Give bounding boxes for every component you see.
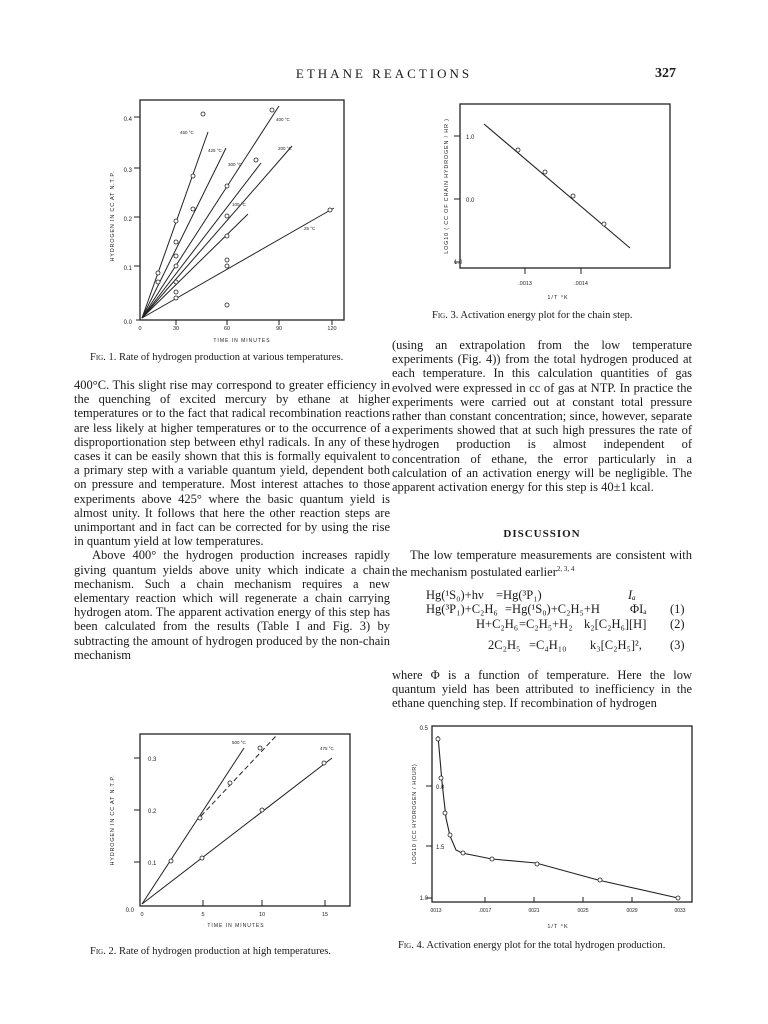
figure-1-point — [174, 240, 178, 244]
figure-4-curve — [438, 736, 678, 898]
equation-lhs: Hg(¹S₀)+hν — [426, 588, 484, 602]
figure-3-ytick: 1.0 — [454, 260, 463, 266]
figure-3-point — [543, 170, 547, 174]
figure-2-ytick: 0.0 — [125, 908, 134, 914]
figure-1-caption-text: Rate of hydrogen production at various temperatures. — [118, 352, 344, 363]
figure-1-line-300 — [142, 163, 261, 318]
equation-rhs: =Hg(³P₁) — [496, 588, 542, 602]
page-number: 327 — [655, 66, 676, 81]
figure-1-plot — [96, 96, 366, 346]
equation-rate: Iₐ — [628, 588, 636, 602]
figure-1-point — [225, 214, 229, 218]
equation-rate: k₃[C₂H₅]², — [590, 638, 642, 652]
figure-3-caption-text: Activation energy plot for the chain step. — [460, 310, 633, 321]
figure-2-caption-text: Rate of hydrogen production at high temperatures. — [118, 946, 331, 957]
figure-1-point — [156, 271, 160, 275]
equation-number: (2) — [670, 617, 685, 631]
figure-3-xtick: .0014 — [574, 281, 588, 287]
figure-4-xtick: 0013 — [430, 908, 442, 914]
right-paragraph-1: (using an extrapolation from the low temperature experiments (Fig. 4)) from the total hydrogen produced at each temperature. In this calculation quantities of gas evolved were expressed in cc of gas at NTP. In practice the experiments were carried out at constant total pressure rather than constant concentration; since, however, separate experiments showed that at such high pressures the rate of hydrogen production is almost independent of concentration of ethane, the error particularly in a calculation of an activation energy will be negligible. The apparent activation energy for this step is 40±1 kcal. — [392, 338, 692, 495]
figure-2-ytick: 0.3 — [148, 757, 157, 763]
figure-4-caption-label: Fig. 4. — [398, 940, 425, 951]
figure-1-series-label: 100 °C — [232, 202, 246, 207]
figure-4-point — [535, 862, 539, 866]
figure-2-plot — [96, 730, 366, 936]
figure-2-point — [258, 746, 262, 750]
figure-1-ytick: 0.0 — [123, 320, 132, 326]
figure-3-caption-label: Fig. 3. — [432, 310, 459, 321]
figure-1-xtick: 90 — [275, 326, 283, 332]
left-paragraph-1: 400°C. This slight rise may correspond to greater efficiency in the quenching of excited mercury by ethane at higher temperatures or to the fact that radical recombination reactions are less likely at higher temperatures or to the occurrence of a disproportionation step between ethyl radicals. In any of these cases it can be easily shown that this is formally equivalent to a primary step with a variable quantum yield, dependent both on pressure and temperature. Most interest attaches to those experiments above 425° where the basic quantum yield is almost unity. It follows that here the other reaction steps are unimportant and in fact can be corrected for by using the rise in quantum yield at low temperatures. — [74, 378, 390, 549]
right-column-text-2 — [392, 548, 692, 580]
figure-4-ylabel: LOG10 (CC HYDROGEN / HOUR) — [412, 763, 418, 865]
equation-number: (3) — [670, 638, 685, 652]
equation-rhs: =C₂H₅+H₂ — [519, 617, 573, 631]
figure-1-xtick: 60 — [223, 326, 231, 332]
equation-rate: ΦIₐ — [630, 602, 647, 616]
figure-1-series-label: 300 °C — [228, 162, 242, 167]
figure-1-point — [225, 258, 229, 262]
discussion-heading: DISCUSSION — [503, 528, 581, 540]
equation-rate: k₂[C₂H₆][H] — [584, 617, 647, 631]
figure-2-series-label: 475 °C — [320, 746, 334, 751]
figure-2-dashed-line-500 — [201, 736, 276, 816]
figure-1-series-label: 425 °C — [208, 148, 222, 153]
figure-4-caption — [398, 940, 708, 951]
figure-4-xtick: 0029 — [626, 908, 638, 914]
figure-3-xtick: .0013 — [518, 281, 532, 287]
figure-1-series-label: 25 °C — [304, 226, 316, 231]
figure-3-fit-line — [484, 124, 630, 248]
figure-2-xtick: 0 — [140, 912, 144, 918]
figure-1-xlabel: TIME IN MINUTES — [213, 338, 271, 344]
figure-1-point — [191, 207, 195, 211]
figure-4-caption-text: Activation energy plot for the total hydrogen production. — [426, 940, 666, 951]
figure-1-point — [174, 219, 178, 223]
figure-3-ytick: 1.0 — [466, 135, 475, 141]
figure-2-ylabel: HYDROGEN IN CC AT N.T.P. — [110, 774, 116, 866]
figure-1-point — [254, 158, 258, 162]
figure-1-point — [174, 296, 178, 300]
figure-4-point — [443, 811, 447, 815]
figure-2-xlabel: TIME IN MINUTES — [207, 923, 265, 929]
figure-1-xtick: 120 — [327, 326, 337, 332]
figure-1-ylabel: HYDROGEN IN CC AT N.T.P. — [110, 170, 116, 262]
figure-2-caption-label: Fig. 2. — [90, 946, 117, 957]
figure-3-xlabel: 1/T °K — [547, 295, 569, 301]
figure-3-point — [516, 148, 520, 152]
figure-4-point — [490, 857, 494, 861]
equation-rhs: =C₄H₁₀ — [529, 638, 567, 652]
figure-1-ytick: 0.4 — [123, 117, 132, 123]
figure-1-ytick: 0.1 — [123, 266, 132, 272]
figure-2-point — [200, 856, 204, 860]
right-paragraph-3: where Φ is a function of temperature. Here the low quantum yield has been attributed to inefficiency in the ethane quenching step. If recombination of hydrogen — [392, 668, 692, 711]
figure-2-point — [322, 761, 326, 765]
figure-4-xtick: 0033 — [674, 908, 686, 914]
figure-1-point — [225, 303, 229, 307]
figure-1-series-label: 400 °C — [276, 117, 290, 122]
figure-1-point — [270, 108, 274, 112]
running-title: ETHANE REACTIONS — [295, 66, 473, 81]
right-column-text-3 — [392, 668, 692, 711]
figure-1-point — [225, 264, 229, 268]
figure-3-point — [602, 222, 606, 226]
figure-1-point — [174, 264, 178, 268]
figure-2-ytick: 0.2 — [148, 809, 157, 815]
figure-2 — [96, 730, 366, 936]
figure-1-point — [201, 112, 205, 116]
figure-4-plot — [408, 722, 698, 932]
figure-4-point — [461, 851, 465, 855]
figure-2-caption — [90, 946, 380, 957]
figure-1-line-425 — [142, 148, 226, 318]
figure-3-ylabel: LOG10 ( CC OF CHAIN HYDROGEN / HR ) — [444, 118, 450, 254]
figure-2-point — [169, 859, 173, 863]
figure-4-ytick: 1.0 — [419, 896, 428, 902]
figure-1-point — [174, 254, 178, 258]
figure-1 — [96, 96, 366, 346]
figure-2-ytick: 0.1 — [148, 861, 157, 867]
figure-1-point — [191, 174, 195, 178]
figure-4-point — [439, 776, 443, 780]
equation-rhs: =Hg(¹S₀)+C₂H₅+H — [505, 602, 600, 616]
reference-superscript: 2, 3, 4 — [556, 565, 575, 574]
figure-4-xtick: 0025 — [577, 908, 589, 914]
figure-1-series-label: 450 °C — [180, 130, 194, 135]
running-header — [0, 66, 768, 84]
figure-1-line-400 — [142, 106, 279, 318]
figure-1-point — [174, 280, 178, 284]
figure-4-xtick: 0021 — [528, 908, 540, 914]
figure-4-point — [436, 737, 440, 741]
equation-lhs: 2C₂H₅ — [488, 638, 521, 652]
figure-3-point — [571, 194, 575, 198]
figure-1-caption-label: Fig. 1. — [90, 352, 117, 363]
equation-number: (1) — [670, 602, 685, 616]
figure-4 — [408, 722, 698, 932]
figure-4-ytick: 0.0 — [436, 785, 445, 791]
figure-2-frame — [140, 734, 350, 906]
right-column-text-1 — [392, 338, 692, 494]
figure-1-caption — [90, 352, 380, 363]
figure-3-caption — [432, 310, 692, 321]
figure-2-xtick: 5 — [201, 912, 205, 918]
figure-4-ytick: 1.5 — [436, 845, 445, 851]
figure-3-frame — [460, 104, 670, 268]
figure-1-ytick: 0.2 — [123, 217, 132, 223]
figure-2-xtick: 10 — [258, 912, 266, 918]
figure-2-line-500 — [142, 748, 244, 904]
figure-4-xlabel: 1/T °K — [547, 924, 569, 930]
figure-4-point — [676, 896, 680, 900]
figure-1-point — [225, 234, 229, 238]
figure-2-point — [198, 816, 202, 820]
figure-1-point — [328, 208, 332, 212]
figure-4-ytick: 0.5 — [419, 726, 428, 732]
figure-4-point — [448, 833, 452, 837]
figure-1-point — [225, 184, 229, 188]
figure-4-frame — [432, 726, 692, 902]
figure-1-xtick: 30 — [172, 326, 180, 332]
figure-1-line-200 — [142, 146, 292, 318]
equations-block — [392, 588, 692, 652]
figure-1-point — [174, 290, 178, 294]
figure-4-point — [598, 878, 602, 882]
figure-3 — [428, 100, 678, 300]
figure-1-point — [156, 280, 160, 284]
right-paragraph-2: The low temperature measurements are consistent with the mechanism postulated earlier$^{2, 3, 4}$ — [392, 548, 692, 580]
figure-3-plot — [428, 100, 678, 300]
left-column-text — [74, 378, 390, 662]
figure-2-xtick: 15 — [321, 912, 329, 918]
figure-1-ytick: 0.3 — [123, 168, 132, 174]
figure-2-point — [260, 808, 264, 812]
equation-lhs: Hg(³P₁)+C₂H₆ — [426, 602, 498, 616]
equation-lhs: H+C₂H₆ — [476, 617, 519, 631]
figure-2-line-475 — [142, 758, 332, 904]
figure-3-ytick: 0.0 — [466, 198, 475, 204]
figure-1-frame — [140, 100, 344, 320]
figure-1-xtick: 0 — [138, 326, 142, 332]
figure-1-series-label: 200 °C — [278, 146, 292, 151]
left-paragraph-2: Above 400° the hydrogen production increases rapidly giving quantum yields above unity which indicate a chain mechanism. Such a chain mechanism requires a new elementary reaction which will regenerate a chain carrying hydrogen atom. The apparent activation energy of this step has been calculated from the results (Table I and Fig. 3) by subtracting the amount of hydrogen produced by the non-chain mechanism — [74, 548, 390, 662]
figure-2-series-label: 500 °C — [232, 740, 246, 745]
figure-4-xtick: .0017 — [478, 908, 492, 914]
figure-2-point — [228, 781, 232, 785]
